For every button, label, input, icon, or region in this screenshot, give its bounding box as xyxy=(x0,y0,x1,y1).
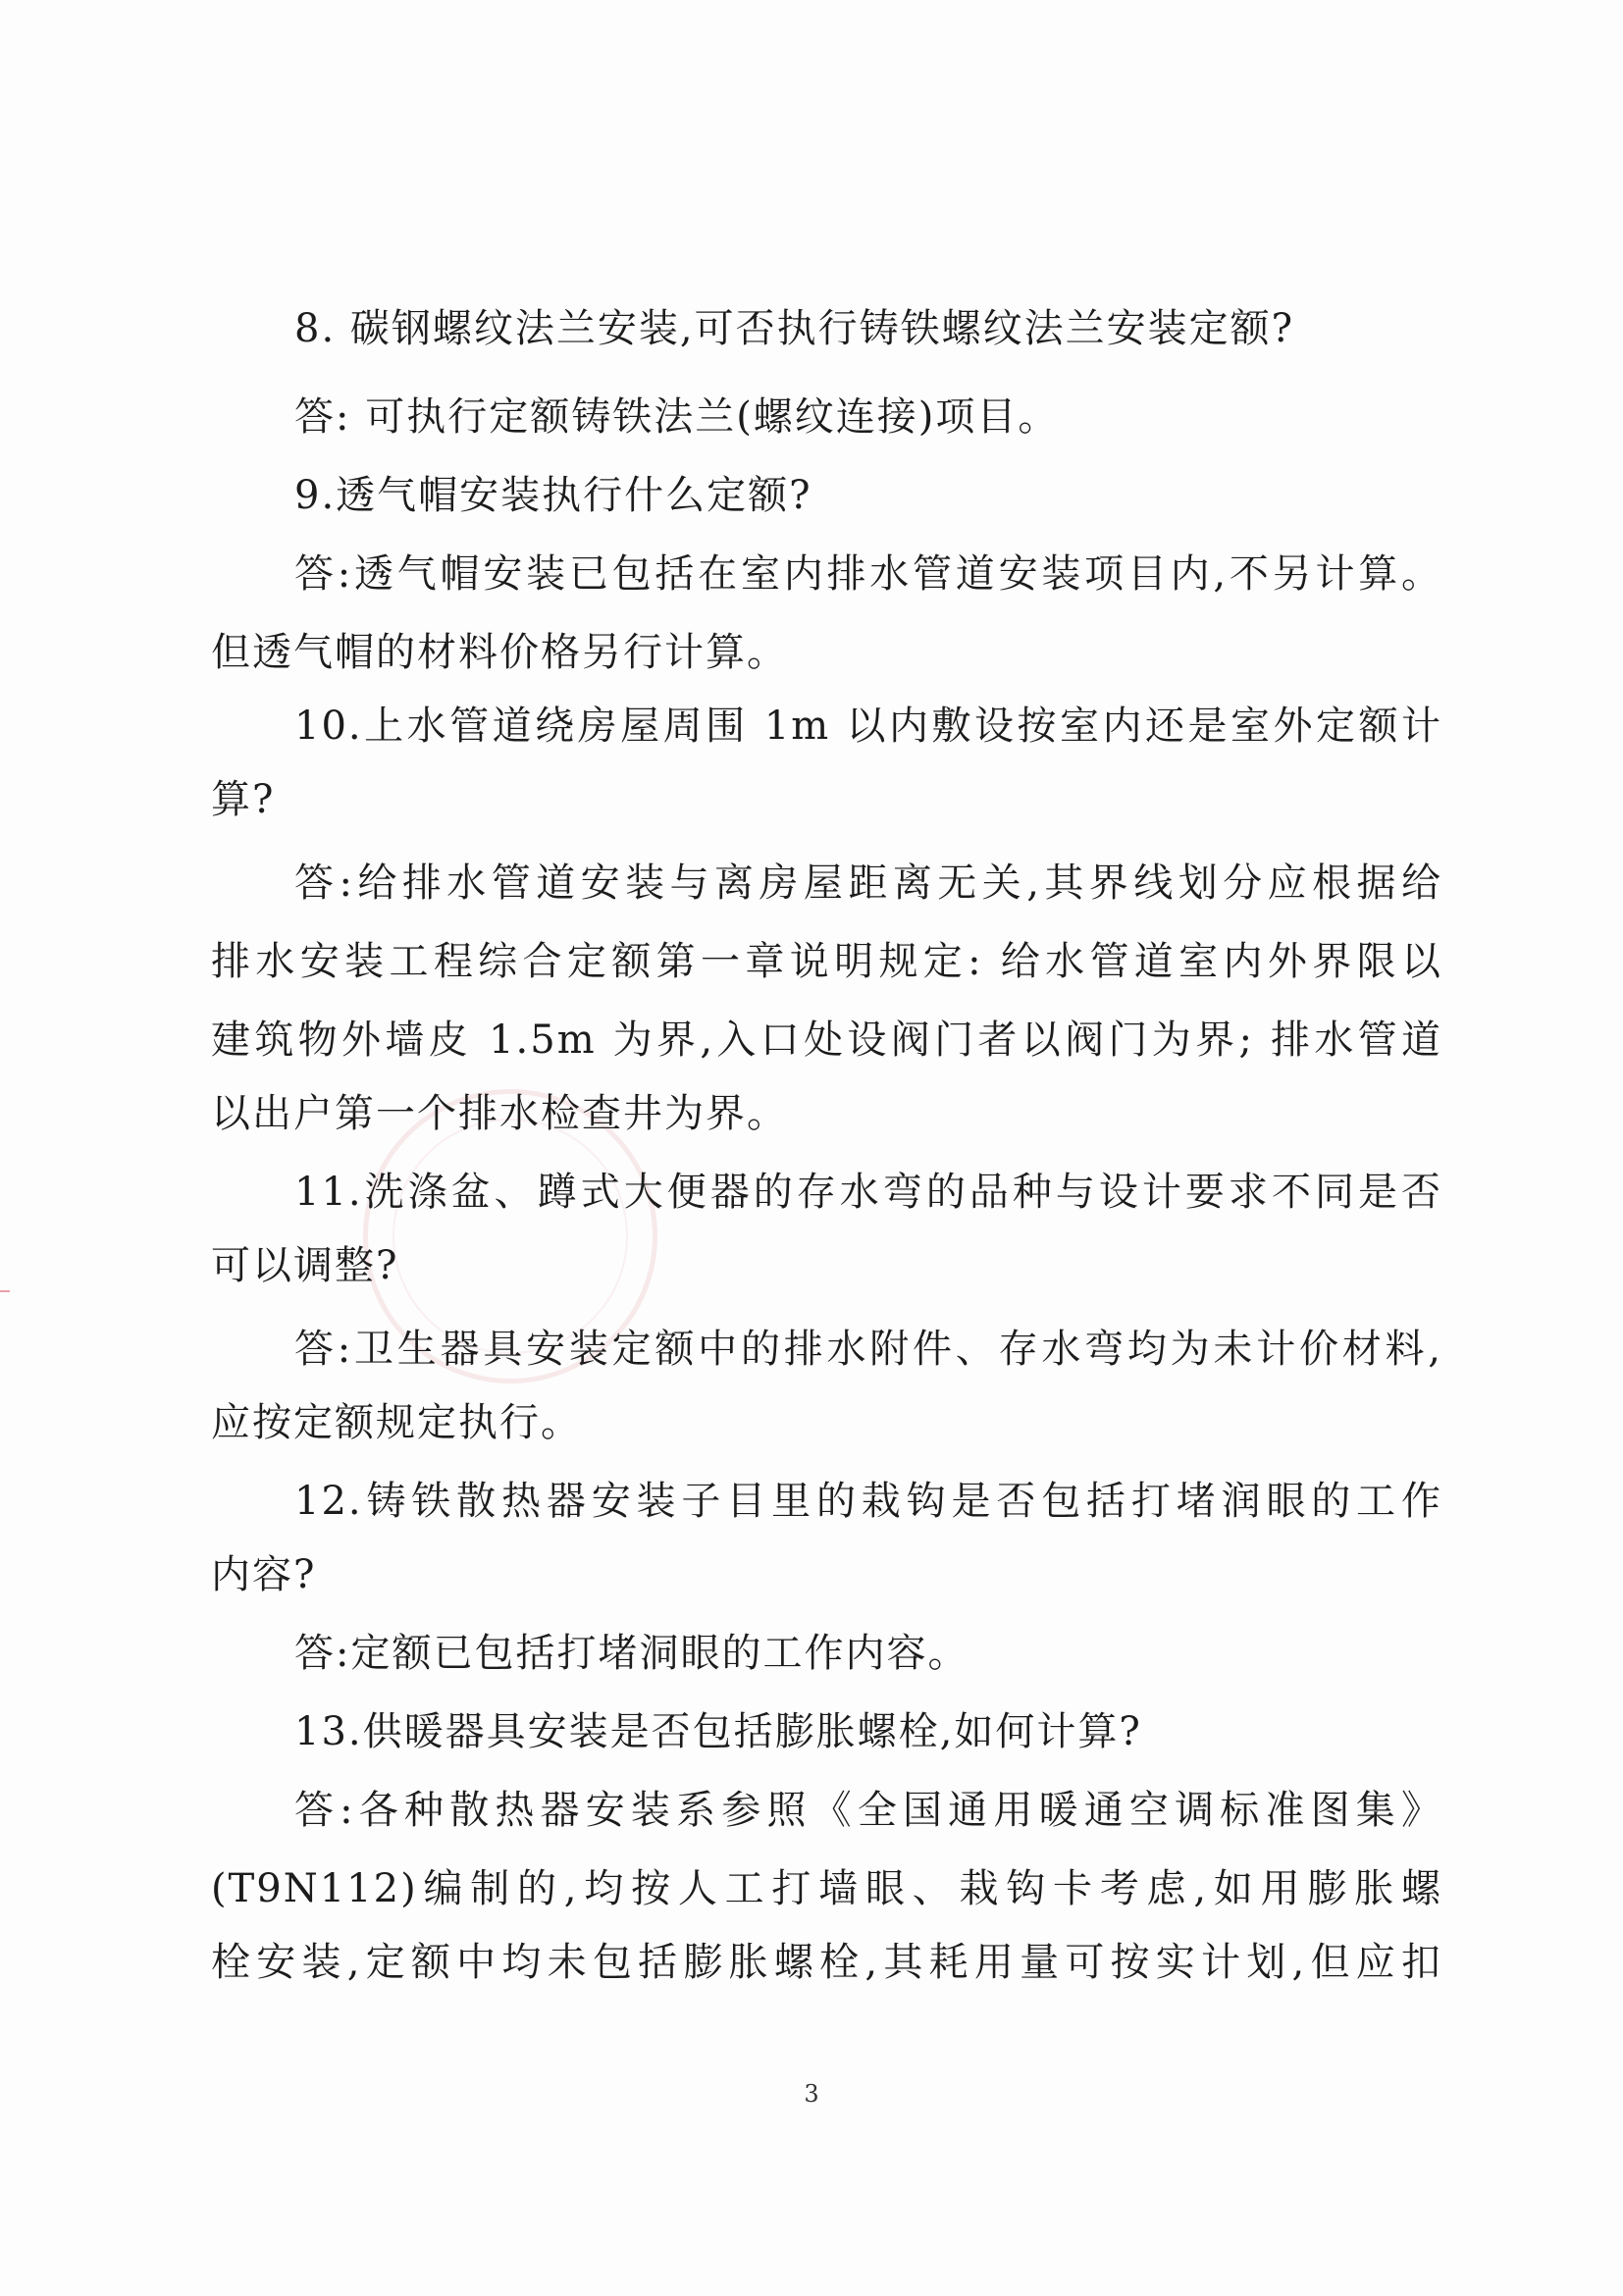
answer-9-line-1-text: 答:透气帽安装已包括在室内排水管道安装项目内,不另计算。 xyxy=(294,551,1442,597)
question-10-line-1 xyxy=(0,692,1623,760)
question-9 xyxy=(0,461,1623,530)
answer-10-line-2-text: 排水安装工程综合定额第一章说明规定: 给水管道室内外界限以 xyxy=(211,939,1442,984)
answer-13-line-1-text: 答:各种散热器安装系参照《全国通用暖通空调标准图集》 xyxy=(294,1788,1442,1833)
question-11-line-1-text: 11.洗涤盆、蹲式大便器的存水弯的品种与设计要求不同是否 xyxy=(294,1170,1442,1215)
answer-13-line-1 xyxy=(0,1776,1623,1845)
question-8 xyxy=(0,294,1623,363)
answer-10-line-4-text: 以出户第一个排水检查井为界。 xyxy=(211,1091,788,1136)
question-10-line-2-text: 算? xyxy=(211,777,276,822)
answer-12 xyxy=(0,1619,1623,1688)
page-number: 3 xyxy=(804,2080,819,2108)
answer-9-line-2 xyxy=(0,618,1623,687)
answer-13-line-2 xyxy=(0,1854,1623,1923)
answer-10-line-4 xyxy=(0,1079,1623,1148)
question-12-line-2-text: 内容? xyxy=(211,1552,317,1597)
question-10-line-2 xyxy=(0,765,1623,834)
question-11-line-2 xyxy=(0,1231,1623,1300)
answer-9-line-1 xyxy=(0,540,1623,608)
answer-11-line-1-text: 答:卫生器具安装定额中的排水附件、存水弯均为未计价材料, xyxy=(294,1327,1442,1372)
answer-13-line-3 xyxy=(0,1928,1623,1997)
answer-10-line-2 xyxy=(0,927,1623,996)
question-13-text: 13.供暖器具安装是否包括膨胀螺栓,如何计算? xyxy=(294,1709,1142,1754)
question-12-line-2 xyxy=(0,1540,1623,1609)
answer-10-line-1-text: 答:给排水管道安装与离房屋距离无关,其界线划分应根据给 xyxy=(294,861,1442,906)
answer-13-line-3-text: 栓安装,定额中均未包括膨胀螺栓,其耗用量可按实计划,但应扣 xyxy=(211,1940,1442,1985)
answer-11-line-2 xyxy=(0,1388,1623,1457)
answer-12-text: 答:定额已包括打堵洞眼的工作内容。 xyxy=(294,1631,969,1676)
answer-9-line-2-text: 但透气帽的材料价格另行计算。 xyxy=(211,630,788,675)
answer-11-line-1 xyxy=(0,1315,1623,1383)
question-12-line-1-text: 12.铸铁散热器安装子目里的栽钩是否包括打堵润眼的工作 xyxy=(294,1479,1442,1524)
answer-8-text: 答: 可执行定额铸铁法兰(螺纹连接)项目。 xyxy=(294,394,1060,440)
question-8-text: 8. 碳钢螺纹法兰安装,可否执行铸铁螺纹法兰安装定额? xyxy=(294,306,1295,351)
answer-10-line-1 xyxy=(0,849,1623,917)
answer-8 xyxy=(0,383,1623,451)
question-12-line-1 xyxy=(0,1467,1623,1536)
question-9-text: 9.透气帽安装执行什么定额? xyxy=(294,473,812,518)
question-11-line-2-text: 可以调整? xyxy=(211,1243,399,1288)
question-10-line-1-text: 10.上水管道绕房屋周围 1m 以内敷设按室内还是室外定额计 xyxy=(294,704,1442,749)
answer-13-line-2-text: (T9N112)编制的,均按人工打墙眼、栽钩卡考虑,如用膨胀螺 xyxy=(211,1866,1442,1911)
question-13 xyxy=(0,1697,1623,1766)
answer-10-line-3 xyxy=(0,1006,1623,1074)
answer-10-line-3-text: 建筑物外墙皮 1.5m 为界,入口处设阀门者以阀门为界; 排水管道 xyxy=(211,1018,1442,1063)
answer-11-line-2-text: 应按定额规定执行。 xyxy=(211,1400,582,1445)
question-11-line-1 xyxy=(0,1158,1623,1226)
